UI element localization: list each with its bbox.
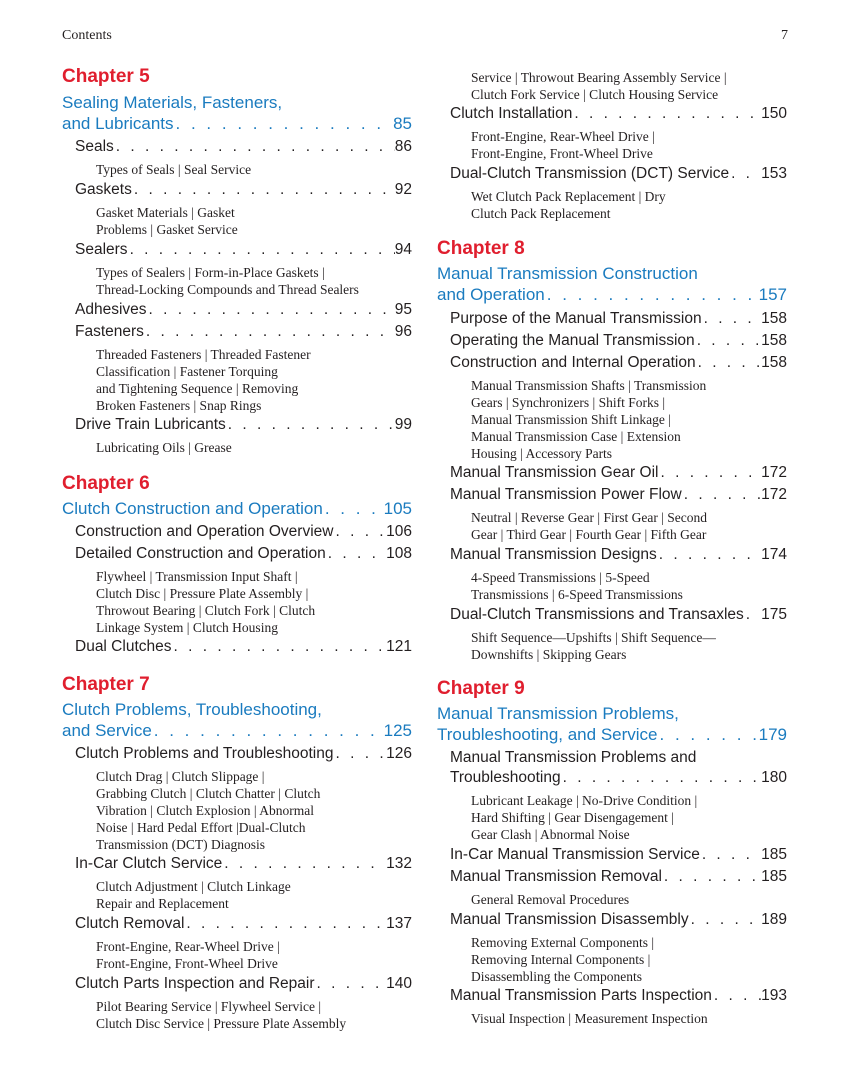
dot-leader bbox=[729, 165, 761, 183]
toc-entry-operating[interactable] bbox=[450, 332, 787, 350]
entry-subtopics-continued bbox=[471, 69, 787, 103]
dot-leader bbox=[658, 464, 761, 482]
subtopic-line: Gear Clash | Abnormal Noise bbox=[471, 827, 630, 842]
chapter-8-page: 157 bbox=[758, 285, 787, 304]
entry-subtopics bbox=[471, 128, 787, 162]
subtopic-line: Broken Fasteners | Snap Rings bbox=[96, 398, 262, 413]
dot-leader bbox=[222, 855, 386, 873]
subtopic-line: Grabbing Clutch | Clutch Chatter | Clutch bbox=[96, 786, 321, 801]
entry-subtopics bbox=[471, 188, 787, 222]
subtopic-line: Removing External Components | bbox=[471, 935, 655, 950]
entry-subtopics bbox=[96, 768, 412, 853]
dot-leader bbox=[114, 138, 395, 156]
dot-leader bbox=[696, 354, 762, 372]
subtopic-line: Downshifts | Skipping Gears bbox=[471, 647, 627, 662]
toc-entry-gaskets[interactable] bbox=[75, 181, 412, 199]
entry-subtopics bbox=[471, 569, 787, 603]
entry-subtopics bbox=[96, 568, 412, 636]
chapter-5-title-line2: and Lubricants bbox=[62, 114, 174, 133]
entry-subtopics bbox=[96, 204, 412, 238]
entry-title: Fasteners bbox=[75, 323, 144, 340]
subtopic-line: Transmissions | 6-Speed Transmissions bbox=[471, 587, 683, 602]
toc-entry-clutch-problems[interactable] bbox=[75, 745, 412, 763]
toc-entry-fasteners[interactable] bbox=[75, 323, 412, 341]
dot-leader bbox=[226, 416, 395, 434]
toc-entry-clutch-removal[interactable] bbox=[75, 915, 412, 933]
entry-subtopics bbox=[96, 264, 412, 298]
dot-leader bbox=[657, 546, 761, 564]
dot-leader bbox=[572, 105, 761, 123]
toc-entry-designs[interactable] bbox=[450, 546, 787, 564]
subtopic-line: Disassembling the Components bbox=[471, 969, 642, 984]
entry-page: 150 bbox=[761, 105, 787, 122]
toc-entry-construction-overview[interactable] bbox=[75, 523, 412, 541]
entry-subtopics bbox=[96, 938, 412, 972]
entry-page: 106 bbox=[386, 523, 412, 540]
entry-title: Manual Transmission Removal bbox=[450, 868, 662, 885]
toc-entry-mt-problems[interactable] bbox=[450, 769, 787, 787]
toc-entry-mt-parts-inspection[interactable] bbox=[450, 987, 787, 1005]
dot-leader bbox=[695, 332, 761, 350]
entry-subtopics bbox=[471, 934, 787, 985]
entry-page: 96 bbox=[394, 323, 412, 340]
entry-title: Sealers bbox=[75, 241, 128, 258]
entry-page: 172 bbox=[761, 486, 787, 503]
entry-title: Purpose of the Manual Transmission bbox=[450, 310, 702, 327]
entry-page: 175 bbox=[761, 606, 787, 623]
subtopic-line: Gear | Third Gear | Fourth Gear | Fifth Gear bbox=[471, 527, 707, 542]
dot-leader bbox=[147, 301, 395, 319]
entry-subtopics bbox=[96, 439, 412, 456]
entry-subtopics bbox=[96, 161, 412, 178]
toc-entry-clutch-installation[interactable] bbox=[450, 105, 787, 123]
subtopic-line: Shift Sequence—Upshifts | Shift Sequence— bbox=[471, 630, 716, 645]
entry-page: 108 bbox=[386, 545, 412, 562]
dot-leader bbox=[658, 725, 759, 745]
chapter-9-page: 179 bbox=[758, 725, 787, 744]
subtopic-line: Transmission (DCT) Diagnosis bbox=[96, 837, 266, 852]
subtopic-line: Threaded Fasteners | Threaded Fastener bbox=[96, 347, 311, 362]
entry-page: 126 bbox=[386, 745, 412, 762]
entry-page: 92 bbox=[394, 181, 412, 198]
chapter-6-title: Clutch Construction and Operation bbox=[62, 499, 323, 518]
subtopic-line: Front-Engine, Front-Wheel Drive bbox=[471, 146, 653, 161]
toc-entry-sealers[interactable] bbox=[75, 241, 412, 259]
entry-title: Manual Transmission Disassembly bbox=[450, 911, 689, 928]
entry-subtopics bbox=[96, 346, 412, 414]
entry-page: 158 bbox=[761, 332, 787, 349]
entry-title: Manual Transmission Gear Oil bbox=[450, 464, 659, 481]
subtopic-line: Clutch Fork Service | Clutch Housing Service bbox=[471, 87, 719, 102]
toc-entry-purpose[interactable] bbox=[450, 310, 787, 328]
dot-leader bbox=[152, 721, 384, 741]
subtopic-line: Removing Internal Components | bbox=[471, 952, 651, 967]
toc-entry-dct-service[interactable] bbox=[450, 165, 787, 183]
entry-title: Adhesives bbox=[75, 301, 147, 318]
running-header: Contents bbox=[62, 28, 112, 43]
toc-entry-detailed-construction[interactable] bbox=[75, 545, 412, 563]
subtopic-line: Throwout Bearing | Clutch Fork | Clutch bbox=[96, 603, 316, 618]
chapter-6-label: Chapter 6 bbox=[62, 473, 150, 494]
toc-entry-adhesives[interactable] bbox=[75, 301, 412, 319]
chapter-8-title-line2: and Operation bbox=[437, 285, 545, 304]
entry-page: 140 bbox=[386, 975, 412, 992]
subtopic-line: Neutral | Reverse Gear | First Gear | Second bbox=[471, 510, 708, 525]
chapter-8-title-entry[interactable] bbox=[437, 285, 787, 305]
dot-leader bbox=[682, 486, 761, 504]
subtopic-line: Gears | Synchronizers | Shift Forks | bbox=[471, 395, 666, 410]
dot-leader bbox=[132, 181, 395, 199]
entry-subtopics bbox=[96, 878, 412, 912]
entry-title: Dual-Clutch Transmissions and Transaxles bbox=[450, 606, 744, 623]
subtopic-line: Clutch Disc Service | Pressure Plate Assembly bbox=[96, 1016, 347, 1031]
dot-leader bbox=[326, 545, 386, 563]
subtopic-line: Service | Throwout Bearing Assembly Service | bbox=[471, 70, 727, 85]
entry-page: 172 bbox=[761, 464, 787, 481]
chapter-7-title-line2: and Service bbox=[62, 721, 152, 740]
subtopic-line: Lubricant Leakage | No-Drive Condition | bbox=[471, 793, 698, 808]
entry-subtopics bbox=[471, 1010, 787, 1027]
entry-title: Construction and Internal Operation bbox=[450, 354, 696, 371]
entry-title: Manual Transmission Parts Inspection bbox=[450, 987, 712, 1004]
entry-title: Detailed Construction and Operation bbox=[75, 545, 326, 562]
chapter-5-title-entry[interactable] bbox=[62, 114, 412, 134]
chapter-8-label: Chapter 8 bbox=[437, 238, 525, 259]
chapter-9-title-entry[interactable] bbox=[437, 725, 787, 745]
entry-page: 158 bbox=[761, 354, 787, 371]
chapter-9-label: Chapter 9 bbox=[437, 678, 525, 699]
entry-title: In-Car Clutch Service bbox=[75, 855, 223, 872]
subtopic-line: Housing | Accessory Parts bbox=[471, 446, 613, 461]
subtopic-line: Vibration | Clutch Explosion | Abnormal bbox=[96, 803, 314, 818]
chapter-5-page: 85 bbox=[393, 114, 412, 133]
subtopic-line: Hard Shifting | Gear Disengagement | bbox=[471, 810, 674, 825]
entry-subtopics bbox=[471, 792, 787, 843]
entry-page: 180 bbox=[761, 769, 787, 786]
subtopic-line: and Tightening Sequence | Removing bbox=[96, 381, 299, 396]
entry-page: 132 bbox=[386, 855, 412, 872]
entry-page: 185 bbox=[761, 868, 787, 885]
toc-entry-construction-internal[interactable] bbox=[450, 354, 787, 372]
subtopic-line: Thread-Locking Compounds and Thread Sealers bbox=[96, 282, 359, 297]
entry-page: 153 bbox=[761, 165, 787, 182]
subtopic-line: Front-Engine, Front-Wheel Drive bbox=[96, 956, 278, 971]
entry-title: Manual Transmission Power Flow bbox=[450, 486, 682, 503]
toc-entry-mt-removal[interactable] bbox=[450, 868, 787, 886]
dot-leader bbox=[144, 323, 395, 341]
entry-title: Troubleshooting bbox=[450, 769, 561, 786]
subtopic-line: Wet Clutch Pack Replacement | Dry bbox=[471, 189, 666, 204]
chapter-7-label: Chapter 7 bbox=[62, 674, 150, 695]
chapter-9-title-line2: Troubleshooting, and Service bbox=[437, 725, 658, 744]
dot-leader bbox=[315, 975, 387, 993]
subtopic-line: Front-Engine, Rear-Wheel Drive | bbox=[96, 939, 280, 954]
toc-entry-dual-clutches[interactable] bbox=[75, 638, 412, 656]
dot-leader bbox=[702, 310, 762, 328]
page-number: 7 bbox=[781, 28, 788, 43]
chapter-5-label: Chapter 5 bbox=[62, 66, 150, 87]
entry-title: Manual Transmission Designs bbox=[450, 546, 657, 563]
entry-page: 95 bbox=[394, 301, 412, 318]
subtopic-line: Clutch Disc | Pressure Plate Assembly | bbox=[96, 586, 309, 601]
subtopic-line: Linkage System | Clutch Housing bbox=[96, 620, 278, 635]
dot-leader bbox=[545, 285, 759, 305]
entry-page: 121 bbox=[386, 638, 412, 655]
subtopic-line: Clutch Pack Replacement bbox=[471, 206, 611, 221]
toc-entry-mt-disassembly[interactable] bbox=[450, 911, 787, 929]
entry-page: 86 bbox=[394, 138, 412, 155]
toc-entry-seals[interactable] bbox=[75, 138, 412, 156]
entry-title: Dual Clutches bbox=[75, 638, 172, 655]
dot-leader bbox=[323, 499, 384, 519]
dot-leader bbox=[333, 523, 386, 541]
dot-leader bbox=[172, 638, 387, 656]
entry-title: In-Car Manual Transmission Service bbox=[450, 846, 700, 863]
dot-leader bbox=[184, 915, 386, 933]
toc-entry-mt-problems-line1[interactable] bbox=[450, 749, 787, 767]
subtopic-line: Classification | Fastener Torquing bbox=[96, 364, 278, 379]
entry-title: Drive Train Lubricants bbox=[75, 416, 226, 433]
entry-page: 99 bbox=[394, 416, 412, 433]
chapter-9-title-line1[interactable]: Manual Transmission Problems, bbox=[437, 704, 679, 723]
entry-page: 185 bbox=[761, 846, 787, 863]
dot-leader bbox=[333, 745, 386, 763]
entry-page: 189 bbox=[761, 911, 787, 928]
entry-title: Dual-Clutch Transmission (DCT) Service bbox=[450, 165, 730, 182]
subtopic-line: 4-Speed Transmissions | 5-Speed bbox=[471, 570, 650, 585]
chapter-7-title-line1[interactable]: Clutch Problems, Troubleshooting, bbox=[62, 700, 322, 719]
dot-leader bbox=[689, 911, 762, 929]
subtopic-line: Manual Transmission Shafts | Transmission bbox=[471, 378, 707, 393]
entry-subtopics bbox=[96, 998, 412, 1032]
chapter-7-page: 125 bbox=[383, 721, 412, 740]
entry-title: Clutch Installation bbox=[450, 105, 573, 122]
toc-entry-drive-train-lubricants[interactable] bbox=[75, 416, 412, 434]
entry-title: Clutch Problems and Troubleshooting bbox=[75, 745, 334, 762]
toc-entry-in-car-clutch-service[interactable] bbox=[75, 855, 412, 873]
subtopic-line: Flywheel | Transmission Input Shaft | bbox=[96, 569, 298, 584]
subtopic-line: Visual Inspection | Measurement Inspection bbox=[471, 1011, 708, 1026]
toc-entry-clutch-parts-inspection[interactable] bbox=[75, 975, 412, 993]
entry-subtopics bbox=[471, 891, 787, 908]
subtopic-line: Types of Seals | Seal Service bbox=[96, 162, 252, 177]
entry-title: Operating the Manual Transmission bbox=[450, 332, 695, 349]
dot-leader bbox=[662, 868, 761, 886]
entry-page: 137 bbox=[386, 915, 412, 932]
dot-leader bbox=[700, 846, 761, 864]
entry-page: 193 bbox=[761, 987, 787, 1004]
toc-entry-in-car-mt-service[interactable] bbox=[450, 846, 787, 864]
dot-leader bbox=[712, 987, 761, 1005]
subtopic-line: Noise | Hard Pedal Effort |Dual-Clutch bbox=[96, 820, 306, 835]
subtopic-line: Clutch Drag | Clutch Slippage | bbox=[96, 769, 265, 784]
toc-entry-dual-clutch-transmissions[interactable] bbox=[450, 606, 787, 624]
subtopic-line: Gasket Materials | Gasket bbox=[96, 205, 235, 220]
entry-subtopics bbox=[471, 377, 787, 462]
subtopic-line: Manual Transmission Case | Extension bbox=[471, 429, 681, 444]
entry-page: 158 bbox=[761, 310, 787, 327]
chapter-7-title-entry[interactable] bbox=[62, 721, 412, 741]
entry-title: Manual Transmission Problems and bbox=[450, 749, 697, 766]
toc-entry-power-flow[interactable] bbox=[450, 486, 787, 504]
chapter-8-title-line1[interactable]: Manual Transmission Construction bbox=[437, 264, 698, 283]
subtopic-line: Manual Transmission Shift Linkage | bbox=[471, 412, 671, 427]
subtopic-line: General Removal Procedures bbox=[471, 892, 630, 907]
subtopic-line: Pilot Bearing Service | Flywheel Service | bbox=[96, 999, 322, 1014]
chapter-6-page: 105 bbox=[383, 499, 412, 518]
entry-subtopics bbox=[471, 629, 787, 663]
toc-entry-gear-oil[interactable] bbox=[450, 464, 787, 482]
chapter-5-title-line1[interactable]: Sealing Materials, Fasteners, bbox=[62, 93, 283, 112]
dot-leader bbox=[744, 606, 761, 624]
subtopic-line: Lubricating Oils | Grease bbox=[96, 440, 232, 455]
entry-title: Clutch Removal bbox=[75, 915, 185, 932]
entry-title: Gaskets bbox=[75, 181, 132, 198]
entry-page: 174 bbox=[761, 546, 787, 563]
entry-title: Clutch Parts Inspection and Repair bbox=[75, 975, 315, 992]
entry-page: 94 bbox=[394, 241, 412, 258]
subtopic-line: Front-Engine, Rear-Wheel Drive | bbox=[471, 129, 655, 144]
subtopic-line: Clutch Adjustment | Clutch Linkage bbox=[96, 879, 291, 894]
entry-title: Seals bbox=[75, 138, 114, 155]
subtopic-line: Repair and Replacement bbox=[96, 896, 229, 911]
dot-leader bbox=[174, 114, 394, 134]
subtopic-line: Types of Sealers | Form-in-Place Gaskets | bbox=[96, 265, 325, 280]
entry-title: Construction and Operation Overview bbox=[75, 523, 334, 540]
subtopic-line: Problems | Gasket Service bbox=[96, 222, 238, 237]
dot-leader bbox=[561, 769, 762, 787]
dot-leader bbox=[128, 241, 395, 259]
entry-subtopics bbox=[471, 509, 787, 543]
chapter-6-title-entry[interactable] bbox=[62, 499, 412, 519]
